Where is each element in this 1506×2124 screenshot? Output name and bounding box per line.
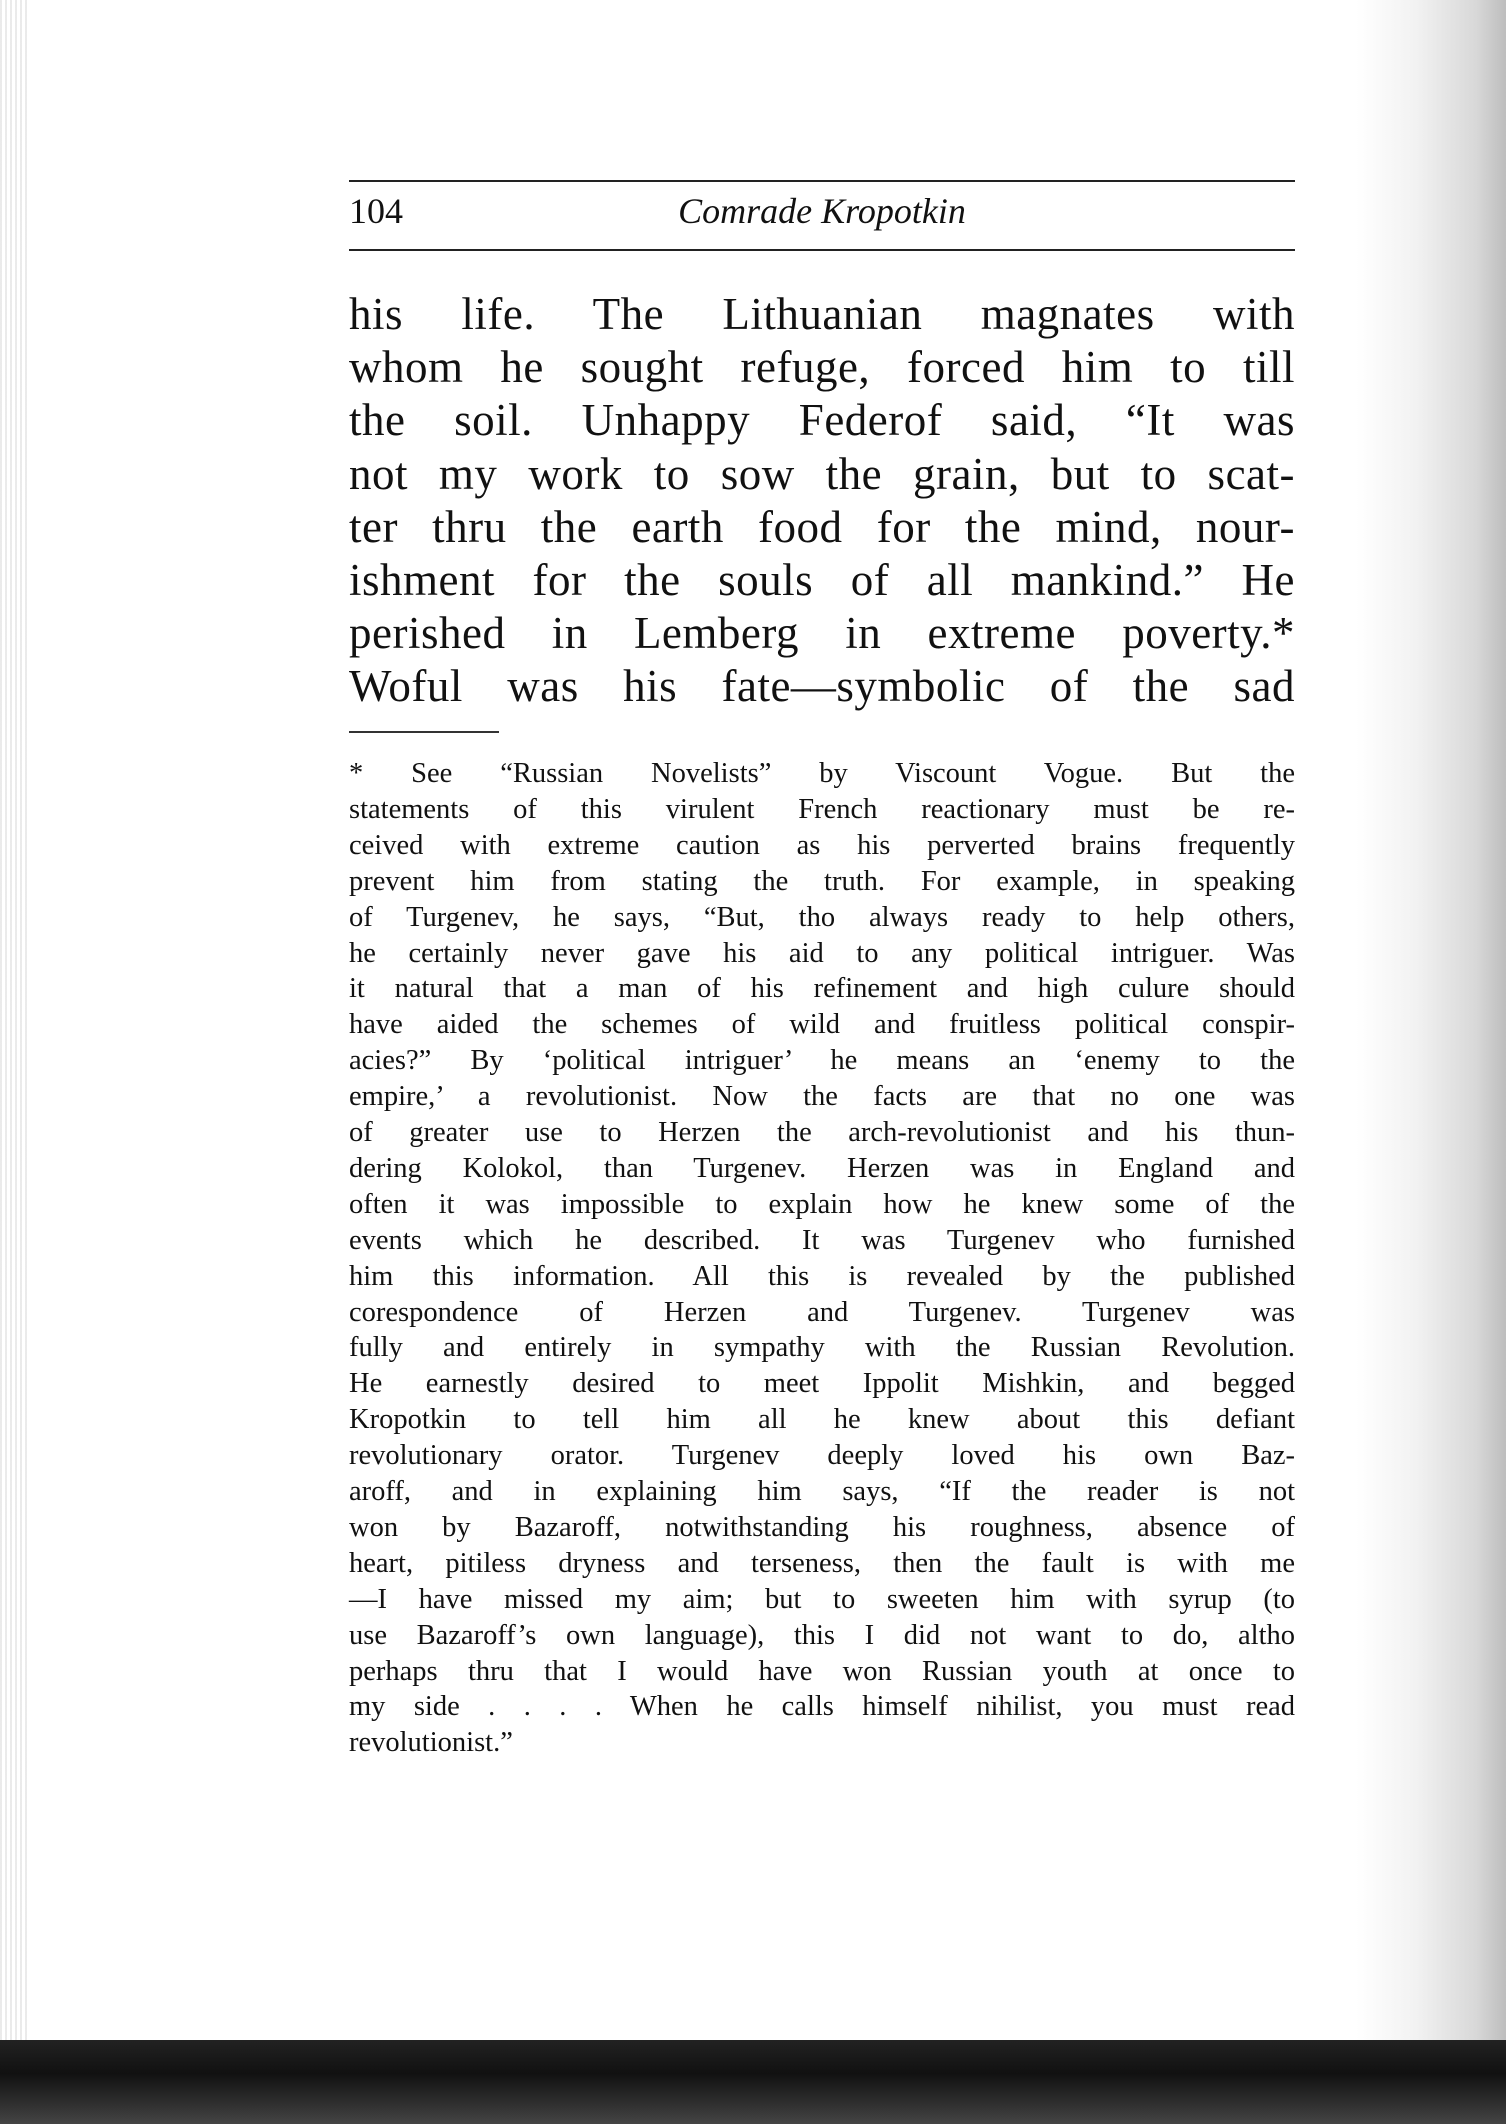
footnote-line: aroff, and in explaining him says, “If the reader is not: [349, 1476, 1295, 1507]
footnote-line: him this information. All this is revealed by the published: [349, 1260, 1295, 1292]
footnote-line: fully and entirely in sympathy with the Russian Revolution.: [349, 1332, 1295, 1364]
scan-left-edge: [0, 0, 30, 2124]
footnote-line: prevent him from stating the truth. For example, in speaking: [349, 865, 1295, 897]
page-number: 104: [349, 191, 403, 231]
footnote-line: perhaps thru that I would have won Russian youth at once to: [349, 1655, 1295, 1687]
footnote-line: events which he described. It was Turgenev who furnished: [349, 1224, 1295, 1256]
body-line: whom he sought refuge, forced him to till: [349, 342, 1295, 393]
body-line: the soil. Unhappy Federof said, “It was: [349, 395, 1295, 446]
running-title: Comrade Kropotkin: [678, 191, 966, 231]
footnote-line: ceived with extreme caution as his perverted brains frequently: [349, 829, 1295, 861]
footnote-line: empire,’ a revolutionist. Now the facts are that no one was: [349, 1081, 1295, 1113]
footnote-line: use Bazaroff’s own language), this I did not want to do, altho: [349, 1619, 1295, 1651]
footnote-line: often it was impossible to explain how he knew some of the: [349, 1188, 1295, 1220]
footnote-line: Kropotkin to tell him all he knew about this defiant: [349, 1404, 1295, 1436]
body-line: his life. The Lithuanian magnates with: [349, 289, 1295, 339]
body-line: Woful was his fate—symbolic of the sad: [349, 661, 1295, 712]
footnote-line: * See “Russian Novelists” by Viscount Vogue. But the: [349, 758, 1295, 789]
footnote-line: statements of this virulent French reactionary must be re-: [349, 793, 1295, 825]
header-bottom-rule: [349, 249, 1295, 251]
header-top-rule: [349, 180, 1295, 182]
footnote-line: of greater use to Herzen the arch-revolutionist and his thun-: [349, 1117, 1295, 1148]
footnote-line: dering Kolokol, than Turgenev. Herzen was in England and: [349, 1152, 1295, 1184]
footnote-line: have aided the schemes of wild and fruitless political conspir-: [349, 1009, 1295, 1041]
running-header: [349, 190, 1295, 234]
footnote-line: —I have missed my aim; but to sweeten him with syrup (to: [349, 1583, 1295, 1615]
footnote-line: my side . . . . When he calls himself nihilist, you must read: [349, 1691, 1295, 1723]
footnote-rule: [349, 731, 499, 733]
footnote-line: of Turgenev, he says, “But, tho always ready to help others,: [349, 901, 1295, 933]
footnote-line: revolutionist.”: [349, 1727, 513, 1759]
footnote-line: it natural that a man of his refinement and high culure should: [349, 973, 1295, 1005]
footnote-line: corespondence of Herzen and Turgenev. Turgenev was: [349, 1296, 1295, 1328]
footnote-line: won by Bazaroff, notwithstanding his roughness, absence of: [349, 1511, 1295, 1543]
body-line: ter thru the earth food for the mind, nour-: [349, 501, 1295, 552]
scan-right-edge: [1356, 0, 1506, 2124]
footnote-line: He earnestly desired to meet Ippolit Mishkin, and begged: [349, 1368, 1295, 1400]
footnote-line: acies?” By ‘political intriguer’ he means an ‘enemy to the: [349, 1045, 1295, 1077]
scan-bottom-band: [0, 2040, 1506, 2124]
body-line: not my work to sow the grain, but to scat-: [349, 448, 1295, 499]
footnote-line: revolutionary orator. Turgenev deeply loved his own Baz-: [349, 1440, 1295, 1472]
body-line: ishment for the souls of all mankind.” He: [349, 555, 1295, 605]
footnote-line: he certainly never gave his aid to any political intriguer. Was: [349, 937, 1295, 969]
footnote-line: heart, pitiless dryness and terseness, then the fault is with me: [349, 1547, 1295, 1579]
body-line: perished in Lemberg in extreme poverty.*: [349, 608, 1295, 659]
